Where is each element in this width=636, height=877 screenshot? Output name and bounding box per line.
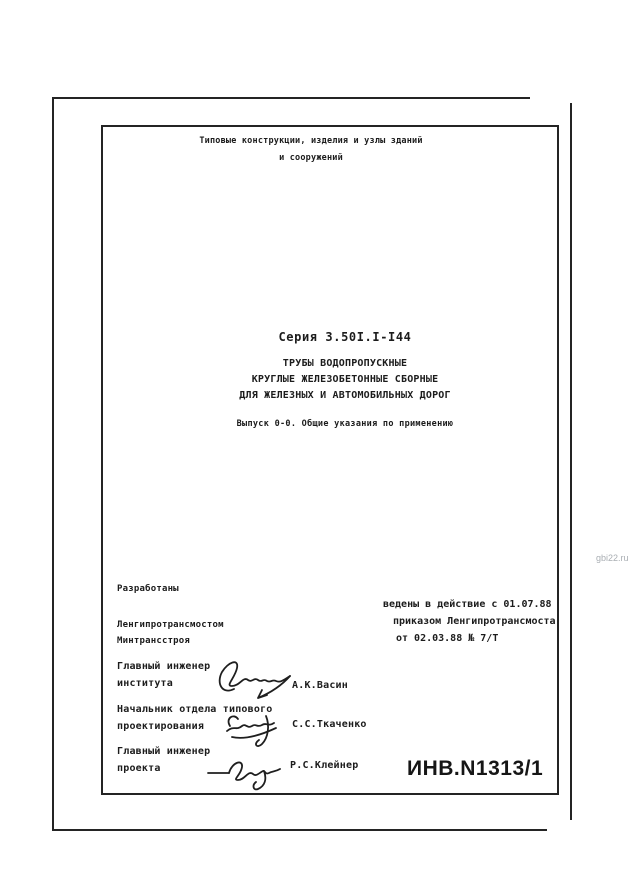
document-title: [130, 356, 560, 404]
doc-title-line3: ДЛЯ ЖЕЛЕЗНЫХ И АВТОМОБИЛЬНЫХ ДОРОГ: [239, 390, 451, 401]
approval-note: [383, 596, 556, 647]
approval-line3: от 02.03.88 № 7/Т: [396, 633, 499, 644]
signatory-role-1-line2: института: [117, 678, 173, 689]
signatory-name-3: Р.С.Клейнер: [290, 760, 359, 771]
outer-frame-bottom: [52, 829, 547, 831]
doc-title-line2: КРУГЛЫЕ ЖЕЛЕЗОБЕТОННЫЕ СБОРНЫЕ: [251, 374, 439, 385]
header-line1: Типовые конструкции, изделия и узлы зданий: [199, 136, 423, 146]
approval-line2: приказом Ленгипротрансмоста: [393, 616, 556, 627]
issue-label: Выпуск 0-0. Общие указания по применению: [236, 419, 454, 429]
signatory-name-2: С.С.Ткаченко: [292, 719, 367, 730]
signature-kleiner-icon: [206, 754, 290, 792]
signatory-role-2-line1: Начальник отдела типового: [117, 704, 273, 715]
inner-frame: [101, 125, 559, 795]
signatory-name-1: А.К.Васин: [292, 680, 348, 691]
developed-label: Разработаны: [117, 584, 179, 594]
signature-tkachenko-icon: [221, 710, 291, 752]
signatory-role-3-line1: Главный инженер: [117, 746, 211, 757]
outer-frame-top: [52, 97, 530, 99]
inventory-number: ИНВ.N1313/1: [407, 757, 544, 780]
signatory-role-1-line1: Главный инженер: [117, 661, 211, 672]
outer-frame-left: [52, 97, 54, 831]
developer-org-line2: Минтрансстроя: [117, 636, 191, 646]
doc-title-line1: ТРУБЫ ВОДОПРОПУСКНЫЕ: [282, 358, 408, 369]
header-line2: и сооружений: [279, 153, 343, 163]
developer-org-line1: Ленгипротрансмостом: [117, 620, 224, 630]
signatory-role-3-line2: проекта: [117, 763, 161, 774]
signatory-role-2-line2: проектирования: [117, 721, 205, 732]
watermark: gbi22.ru: [596, 553, 629, 563]
series-label: Серия 3.50I.I-I44: [278, 330, 412, 344]
signature-vasin-icon: [210, 655, 302, 699]
approval-line1: ведены в действие с 01.07.88: [383, 599, 552, 610]
signatory-role-1: [117, 658, 210, 692]
signatory-role-3: [117, 743, 210, 777]
header-title: [101, 133, 521, 167]
outer-frame-right: [570, 103, 572, 820]
